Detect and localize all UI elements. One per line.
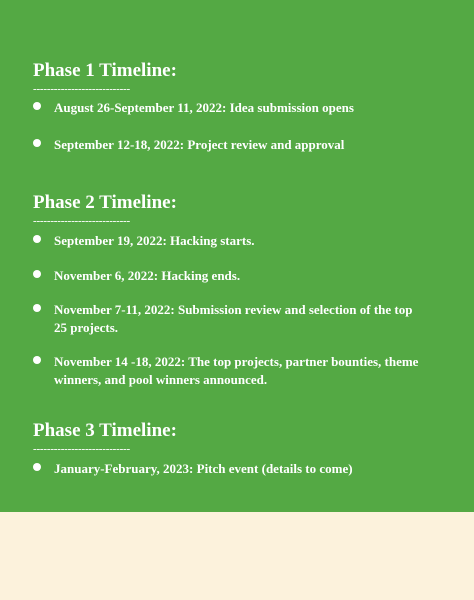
bullet-icon	[33, 235, 41, 243]
bullet-icon	[33, 102, 41, 110]
bullet-icon	[33, 463, 41, 471]
phase-3-item-1-text: January-February, 2023: Pitch event (details to come)	[54, 461, 353, 476]
bullet-icon	[33, 304, 41, 312]
phase-2-title: Phase 2 Timeline:	[33, 192, 177, 213]
phase-2-divider: ----------------------------	[33, 215, 130, 227]
phase-2-item-1-text: September 19, 2022: Hacking starts.	[54, 233, 255, 248]
phase-3-title: Phase 3 Timeline:	[33, 420, 177, 441]
phase-2-item-4-text: November 14 -18, 2022: The top projects, partner bounties, theme winners, and pool winners announced.	[54, 354, 419, 387]
phase-3-divider: ----------------------------	[33, 443, 130, 455]
phase-2-item-2-text: November 6, 2022: Hacking ends.	[54, 268, 241, 283]
bullet-icon	[33, 356, 41, 364]
bullet-icon	[33, 270, 41, 278]
bullet-icon	[33, 139, 41, 147]
phase-1-item-2-text: September 12-18, 2022: Project review and approval	[54, 137, 345, 152]
page-footer-area	[0, 512, 474, 600]
phase-1-title: Phase 1 Timeline:	[33, 60, 177, 81]
phase-1-divider: ----------------------------	[33, 83, 130, 95]
phase-1-item-1-text: August 26-September 11, 2022: Idea submission opens	[54, 100, 354, 115]
phase-2-item-3-text: November 7-11, 2022: Submission review and selection of the top 25 projects.	[54, 302, 413, 335]
